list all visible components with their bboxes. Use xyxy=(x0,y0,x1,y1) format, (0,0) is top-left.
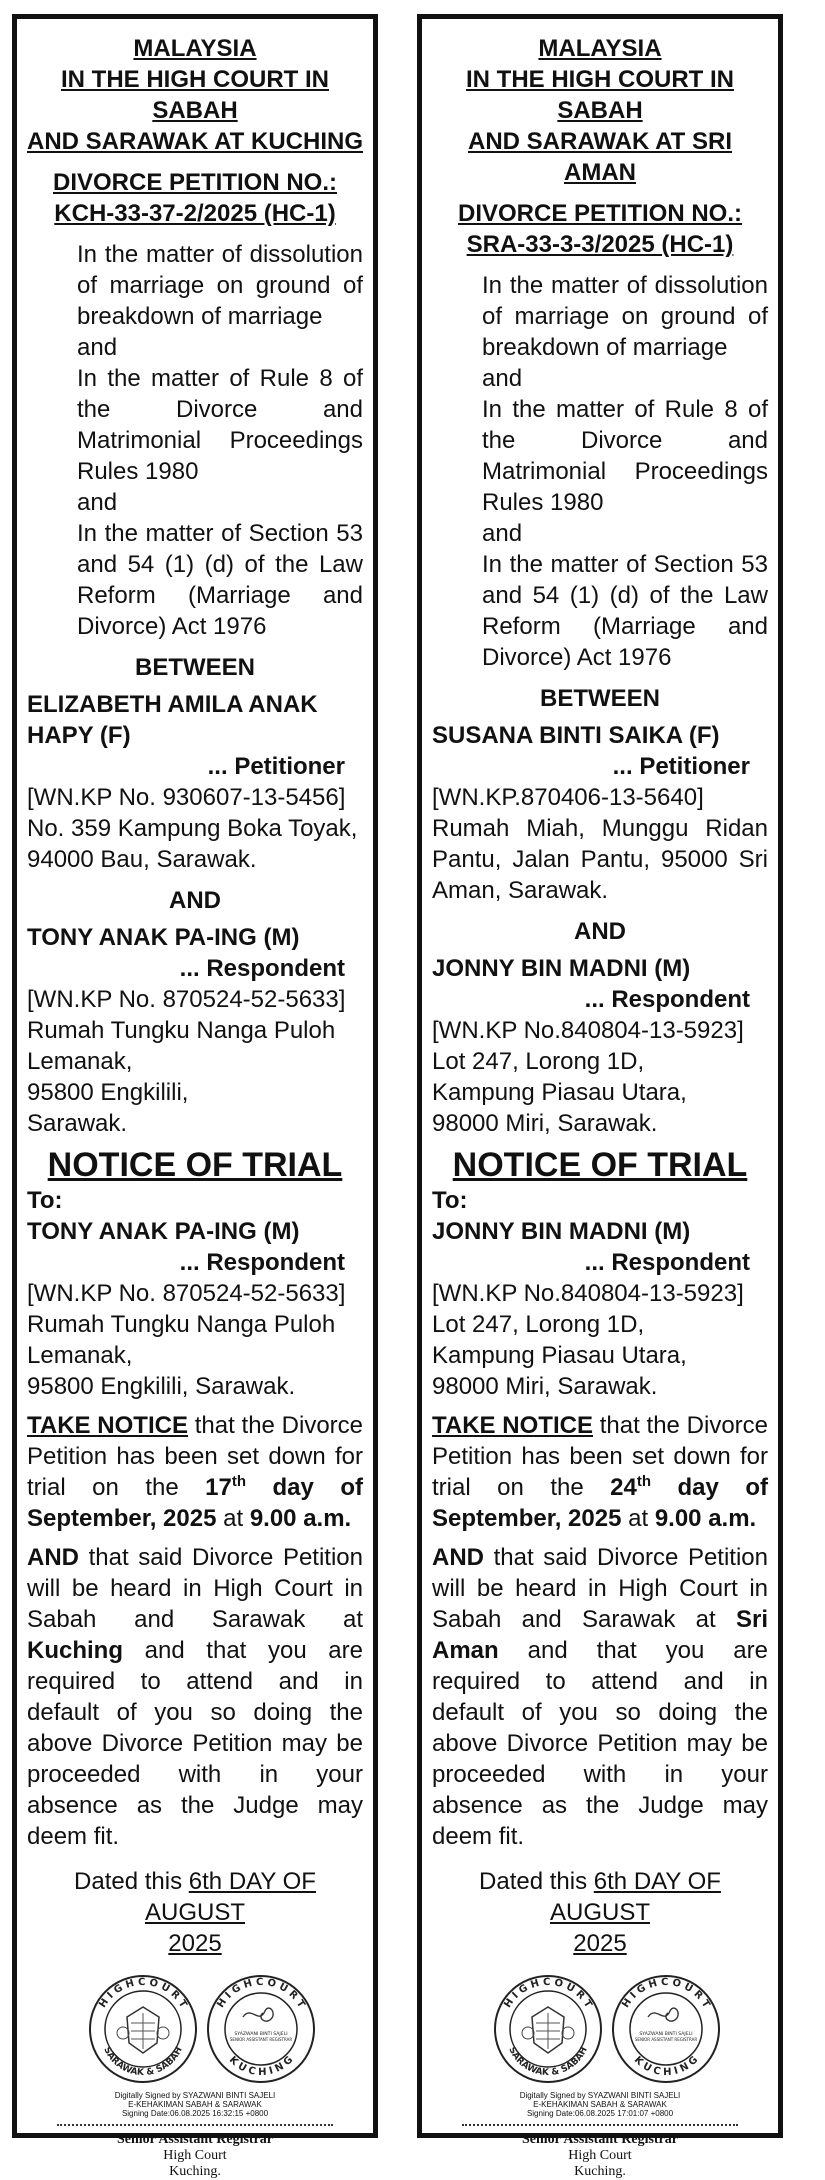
petitioner-block xyxy=(432,720,768,906)
between-heading: BETWEEN xyxy=(135,654,255,681)
to-role: ... Respondent xyxy=(584,1249,750,1276)
matter-line: and xyxy=(77,334,118,361)
petitioner-line: No. 359 Kampung Boka Toyak, xyxy=(27,815,358,842)
petition-number: KCH-33-37-2/2025 (HC-1) xyxy=(54,200,336,227)
svg-text:H I G H C O U R T: H I G H C O U R T xyxy=(97,1976,189,2010)
petition-label: DIVORCE PETITION NO.: xyxy=(457,200,742,227)
petition-label: DIVORCE PETITION NO.: xyxy=(52,169,337,196)
court-line-1: IN THE HIGH COURT IN SABAH xyxy=(466,66,734,124)
svg-text:SARAWAK & SABAH: SARAWAK & SABAH xyxy=(506,2045,590,2079)
respondent-line: [WN.KP No. 870524-52-5633] xyxy=(27,986,346,1013)
respondent-line: Sarawak. xyxy=(27,1110,128,1137)
svg-text:SARAWAK & SABAH: SARAWAK & SABAH xyxy=(101,2045,185,2079)
registrar-block: Senior Assistant Registrar High Court Kuching. xyxy=(521,2132,679,2179)
respondent-line: Kampung Piasau Utara, xyxy=(432,1079,687,1106)
respondent-line: Rumah Tungku Nanga Puloh xyxy=(27,1017,336,1044)
matter-block xyxy=(482,270,768,673)
hearing-paragraph: AND that said Divorce Petition will be heard in High Court in Sabah and Sarawak at Sri Aman and that you are required to attend and in default of you so doing the above Divorce Petition may be proceeded with in your absence as the Judge may deem fit. xyxy=(432,1544,768,1850)
matter-line: In the matter of dissolution of marriage on ground of breakdown of marriage xyxy=(77,241,363,330)
respondent-line: 95800 Engkilili, xyxy=(27,1079,189,1106)
petitioner-name: ELIZABETH AMILA ANAK HAPY (F) xyxy=(27,691,318,749)
petitioner-line: [WN.KP.870406-13-5640] xyxy=(432,784,704,811)
matter-line: and xyxy=(77,489,118,516)
svg-text:SYAZWANI BINTI SAJELI: SYAZWANI BINTI SAJELI xyxy=(639,2032,693,2037)
dated-line: Dated this 6th DAY OF AUGUST 2025 xyxy=(479,1868,721,1957)
notice-column-kuching xyxy=(12,14,378,2179)
matter-line: In the matter of Rule 8 of the Divorce and Matrimonial Proceedings Rules 1980 xyxy=(482,396,768,516)
to-label: To: xyxy=(432,1187,468,1214)
take-notice-paragraph: TAKE NOTICE that the Divorce Petition has been set down for trial on the 17th day of September, 2025 at 9.00 a.m. xyxy=(27,1412,364,1532)
country-heading: MALAYSIA xyxy=(538,35,662,62)
signature-divider xyxy=(57,2124,333,2126)
matter-line: In the matter of dissolution of marriage on ground of breakdown of marriage xyxy=(482,272,768,361)
between-heading: BETWEEN xyxy=(540,685,660,712)
court-seal-left-icon xyxy=(87,1973,199,2085)
respondent-name: TONY ANAK PA-ING (M) xyxy=(27,924,300,951)
matter-line: and xyxy=(482,365,523,392)
petitioner-line: [WN.KP No. 930607-13-5456] xyxy=(27,784,346,811)
to-name: TONY ANAK PA-ING (M) xyxy=(27,1218,300,1245)
to-line: Rumah Tungku Nanga Puloh xyxy=(27,1311,336,1338)
court-seal-left-icon xyxy=(492,1973,604,2085)
notice-of-trial-title: NOTICE OF TRIAL xyxy=(452,1146,748,1184)
court-line-1: IN THE HIGH COURT IN SABAH xyxy=(61,66,329,124)
court-line-2: AND SARAWAK AT SRI AMAN xyxy=(468,128,732,186)
matter-line: In the matter of Section 53 and 54 (1) (d) of the Law Reform (Marriage and Divorce) Act 1976 xyxy=(77,520,363,640)
respondent-name: JONNY BIN MADNI (M) xyxy=(432,955,691,982)
registrar-block: Senior Assistant Registrar High Court Kuching. xyxy=(116,2132,274,2179)
registrar-seal-right-icon xyxy=(610,1973,722,2085)
hearing-paragraph: AND that said Divorce Petition will be heard in High Court in Sabah and Sarawak at Kuching and that you are required to attend and in default of you so doing the above Divorce Petition may be proceeded with in your absence as the Judge may deem fit. xyxy=(27,1544,363,1850)
matter-line: In the matter of Rule 8 of the Divorce and Matrimonial Proceedings Rules 1980 xyxy=(77,365,363,485)
to-name: JONNY BIN MADNI (M) xyxy=(432,1218,691,1245)
petitioner-role: ... Petitioner xyxy=(612,753,750,780)
respondent-block xyxy=(27,922,363,1139)
respondent-block xyxy=(432,953,768,1139)
to-line: 95800 Engkilili, Sarawak. xyxy=(27,1373,296,1400)
svg-text:SYAZWANI BINTI SAJELI: SYAZWANI BINTI SAJELI xyxy=(234,2032,288,2037)
court-seals xyxy=(432,1973,768,2091)
and-heading: AND xyxy=(574,918,626,945)
matter-line: In the matter of Section 53 and 54 (1) (d) of the Law Reform (Marriage and Divorce) Act 1976 xyxy=(482,551,768,671)
petitioner-role: ... Petitioner xyxy=(207,753,345,780)
svg-text:H I G H C O U R T: H I G H C O U R T xyxy=(502,1976,594,2010)
notice-of-trial-title: NOTICE OF TRIAL xyxy=(47,1146,343,1184)
svg-text:SENIOR ASSISTANT REGISTRAR: SENIOR ASSISTANT REGISTRAR xyxy=(634,2037,698,2042)
to-line: [WN.KP No.840804-13-5923] xyxy=(432,1280,744,1307)
take-notice-paragraph: TAKE NOTICE that the Divorce Petition has been set down for trial on the 24th day of September, 2025 at 9.00 a.m. xyxy=(432,1412,769,1532)
to-line: Lot 247, Lorong 1D, xyxy=(432,1311,645,1338)
respondent-line: Lemanak, xyxy=(27,1048,133,1075)
to-label: To: xyxy=(27,1187,63,1214)
digital-signature: Digitally Signed by SYAZWANI BINTI SAJELI E-KEHAKIMAN SABAH & SARAWAK Signing Date:06.08.2025 17:01:07 +0800 xyxy=(519,2091,681,2118)
svg-text:H I G H C O U R T: H I G H C O U R T xyxy=(215,1976,307,2010)
petitioner-name: SUSANA BINTI SAIKA (F) xyxy=(432,722,720,749)
respondent-line: 98000 Miri, Sarawak. xyxy=(432,1110,658,1137)
notice-column-sri-aman xyxy=(417,14,783,2179)
matter-line: and xyxy=(482,520,523,547)
respondent-line: Lot 247, Lorong 1D, xyxy=(432,1048,645,1075)
court-line-2: AND SARAWAK AT KUCHING xyxy=(27,128,363,155)
respondent-role: ... Respondent xyxy=(179,955,345,982)
to-line: 98000 Miri, Sarawak. xyxy=(432,1373,658,1400)
registrar-seal-right-icon xyxy=(205,1973,317,2085)
to-block xyxy=(432,1185,768,1402)
petitioner-line: Rumah Miah, Munggu Ridan Pantu, Jalan Pantu, 95000 Sri Aman, Sarawak. xyxy=(432,815,768,904)
to-line: [WN.KP No. 870524-52-5633] xyxy=(27,1280,346,1307)
svg-text:H I G H C O U R T: H I G H C O U R T xyxy=(620,1976,712,2010)
to-block xyxy=(27,1185,363,1402)
svg-text:K U C H I N G: K U C H I N G xyxy=(226,2054,296,2079)
digital-signature: Digitally Signed by SYAZWANI BINTI SAJELI E-KEHAKIMAN SABAH & SARAWAK Signing Date:06.08.2025 16:32:15 +0800 xyxy=(114,2091,276,2118)
svg-text:SENIOR ASSISTANT REGISTRAR: SENIOR ASSISTANT REGISTRAR xyxy=(229,2037,293,2042)
court-seals xyxy=(27,1973,363,2091)
dated-line: Dated this 6th DAY OF AUGUST 2025 xyxy=(74,1868,316,1957)
respondent-role: ... Respondent xyxy=(584,986,750,1013)
to-role: ... Respondent xyxy=(179,1249,345,1276)
petitioner-line: 94000 Bau, Sarawak. xyxy=(27,846,257,873)
signature-divider xyxy=(462,2124,738,2126)
to-line: Kampung Piasau Utara, xyxy=(432,1342,687,1369)
petitioner-block xyxy=(27,689,363,875)
svg-text:K U C H I N G: K U C H I N G xyxy=(631,2054,701,2079)
petition-number: SRA-33-3-3/2025 (HC-1) xyxy=(466,231,734,258)
matter-block xyxy=(77,239,363,642)
and-heading: AND xyxy=(169,887,221,914)
country-heading: MALAYSIA xyxy=(133,35,257,62)
to-line: Lemanak, xyxy=(27,1342,133,1369)
respondent-line: [WN.KP No.840804-13-5923] xyxy=(432,1017,744,1044)
